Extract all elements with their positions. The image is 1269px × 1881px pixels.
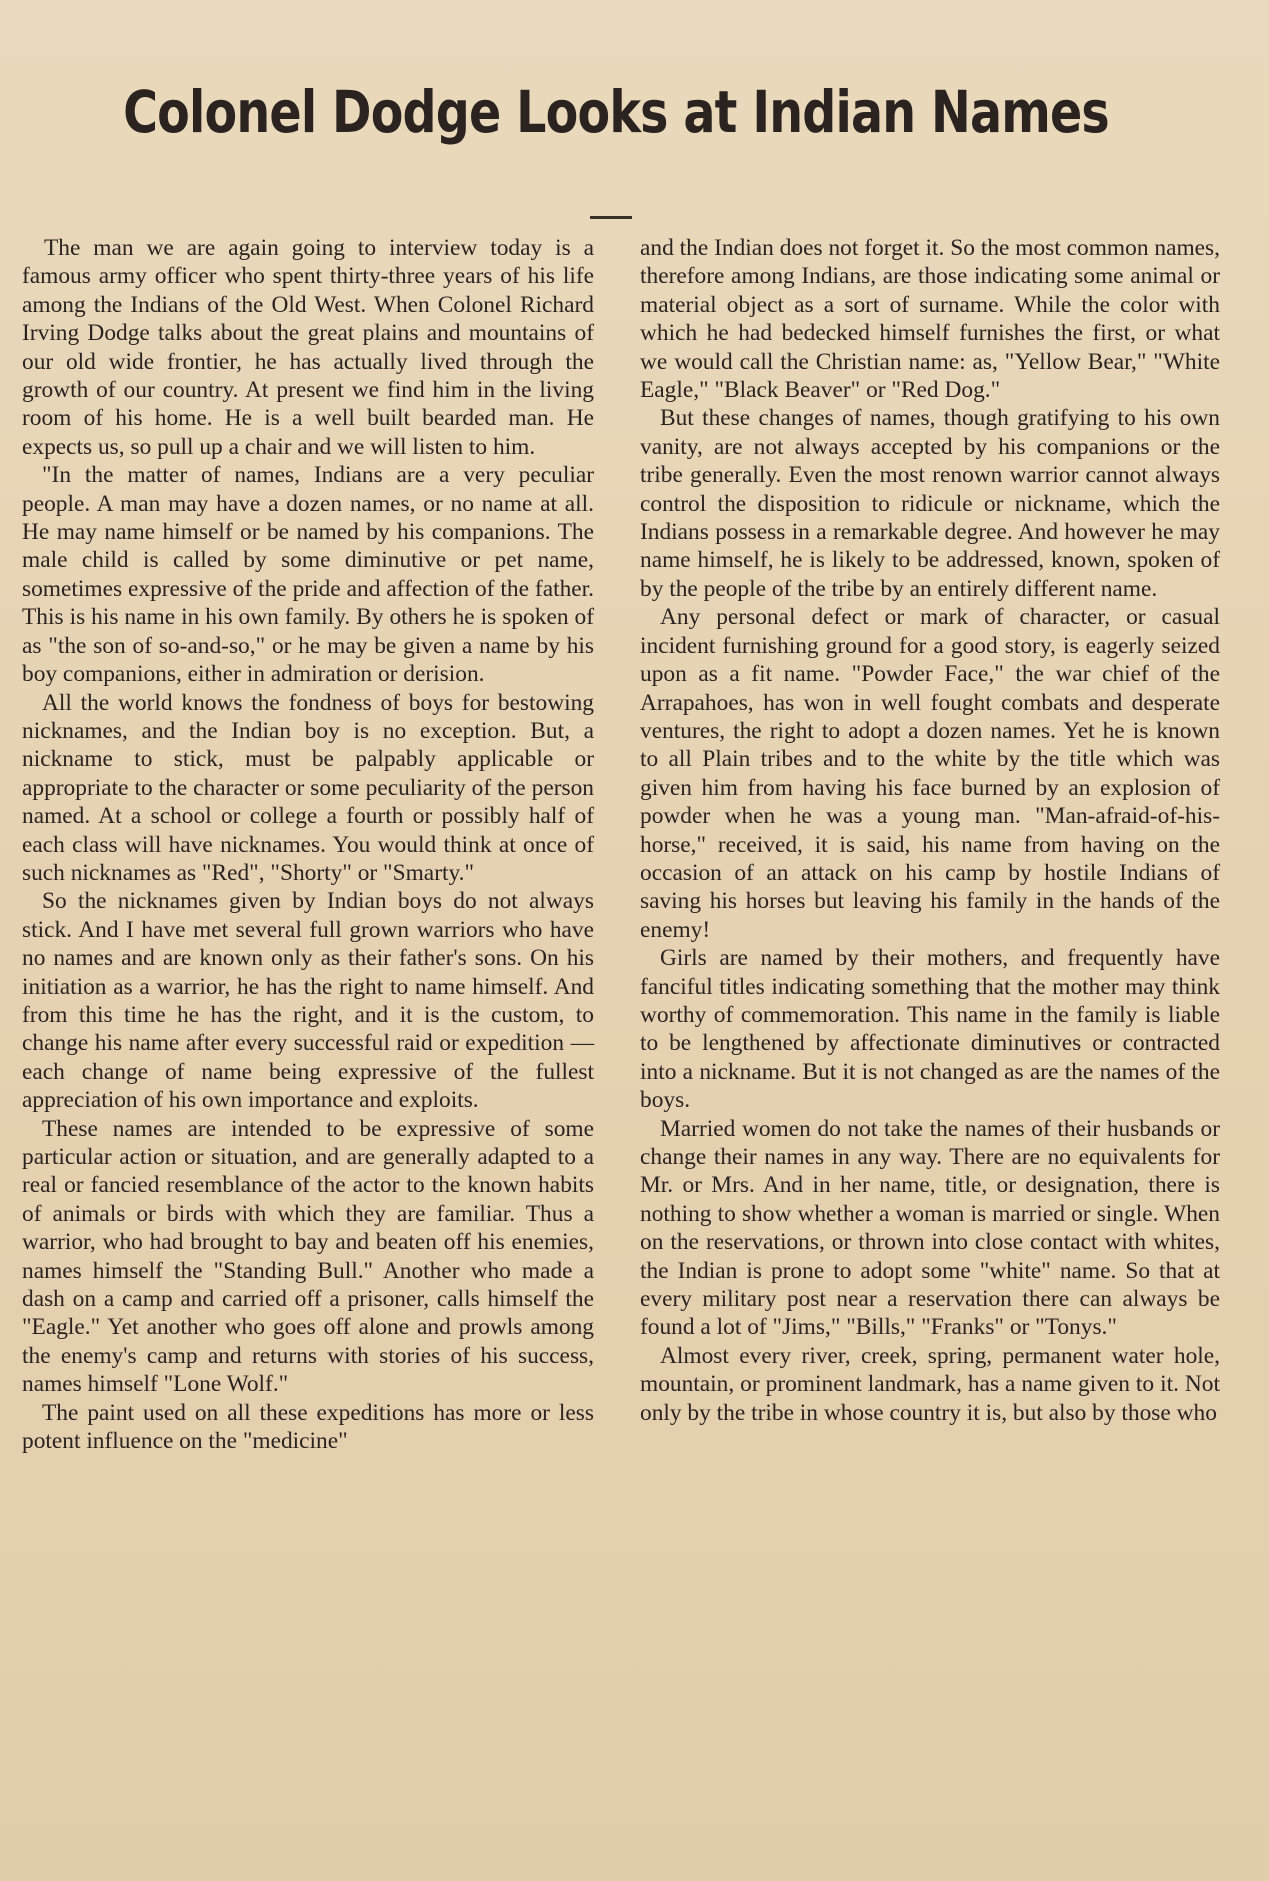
paragraph: Almost every river, creek, spring, permanent water hole, mountain, or prominent landmark, has a name given to it. Not only by the tribe in whose country it is, but also by those who (640, 1342, 1220, 1426)
paragraph: So the nicknames given by Indian boys do not always stick. And I have met several full grown warriors who have no names and are known only as their father's sons. On his initiation as a warrior, he has the right to name himself. And from this time he has the right, and it is the custom, to change his name after every successful raid or expedition — each change of name being expressive of the fullest appreciation of his own importance and exploits. (22, 888, 594, 1114)
paragraph: But these changes of names, though gratifying to his own vanity, are not always accepted by his companions or the tribe generally. Even the most renown warrior cannot always control the disposition to ridicule or nickname, which the Indians possess in a remarkable degree. And however he may name himself, he is likely to be addressed, known, spoken of by the people of the tribe by an entirely different name. (640, 405, 1220, 602)
paragraph: These names are intended to be expressive of some particular action or situation, and are generally adapted to a real or fancied resemblance of the actor to the known habits of animals or birds with which they are familiar. Thus a warrior, who had brought to bay and beaten off his enemies, names himself the "Standing Bull." Another who made a dash on a camp and carried off a prisoner, calls himself the "Eagle." Yet another who goes off alone and prowls among the enemy's camp and returns with stories of his success, names himself "Lone Wolf." (22, 1115, 594, 1398)
paragraph: The man we are again going to interview today is a famous army officer who spent thirty-three years of his life among the Indians of the Old West. When Colonel Richard Irving Dodge talks about the great plains and mountains of our old wide frontier, he has actually lived through the growth of our country. At present we find him in the living room of his home. He is a well built bearded man. He expects us, so pull up a chair and we will listen to him. (22, 235, 594, 460)
paragraph: Any personal defect or mark of character, or casual incident furnishing ground for a good story, is eagerly seized upon as a fit name. "Powder Face," the war chief of the Arrapahoes, has won in well fought combats and desperate ventures, the right to adopt a dozen names. Yet he is known to all Plain tribes and to the white by the title which was given him from having his face burned by an explosion of powder when he was a young man. "Man-afraid-of-his-horse," received, it is said, his name from having on the occasion of an attack on his camp by hostile Indians of saving his horses but leaving his family in the hands of the enemy! (640, 604, 1220, 943)
paragraph: Girls are named by their mothers, and frequently have fanciful titles indicating something that the mother may think worthy of commemoration. This name in the family is liable to be lengthened by affectionate diminutives or contracted into a nickname. But it is not changed as are the names of the boys. (640, 945, 1220, 1114)
left-column (22, 234, 594, 1455)
paragraph: "In the matter of names, Indians are a very peculiar people. A man may have a dozen names, or no name at all. He may name himself or be named by his companions. The male child is called by some diminutive or pet name, sometimes expressive of the pride and affection of the father. This is his name in his own family. By others he is spoken of as "the son of so-and-so," or he may be given a name by his boy companions, either in admiration or derision. (22, 462, 594, 688)
right-column (640, 234, 1220, 1427)
paragraph: Married women do not take the names of their husbands or change their names in any way. There are no equivalents for Mr. or Mrs. And in her name, title, or designation, there is nothing to show whether a woman is married or single. When on the reservations, or thrown into close contact with whites, the Indian is prone to adopt some "white" name. So that at every military post near a reservation there can always be found a lot of "Jims," "Bills," "Franks" or "Tonys." (640, 1115, 1220, 1341)
title-divider (590, 216, 632, 219)
paragraph: and the Indian does not forget it. So the most common names, therefore among Indians, are those indicating some animal or material object as a sort of surname. While the color with which he had bedecked himself furnishes the first, or what we would call the Christian name: as, "Yellow Bear," "White Eagle," "Black Beaver" or "Red Dog." (640, 235, 1220, 404)
paragraph: The paint used on all these expeditions has more or less potent influence on the "medicine" (22, 1399, 594, 1455)
paragraph: All the world knows the fondness of boys for bestowing nicknames, and the Indian boy is no exception. But, a nickname to stick, must be palpably applicable or appropriate to the character or some peculiarity of the person named. At a school or college a fourth or possibly half of each class will have nicknames. You would think at once of such nicknames as "Red", "Shorty" or "Smarty." (22, 689, 594, 886)
article-title: Colonel Dodge Looks at Indian Names (123, 78, 1109, 146)
